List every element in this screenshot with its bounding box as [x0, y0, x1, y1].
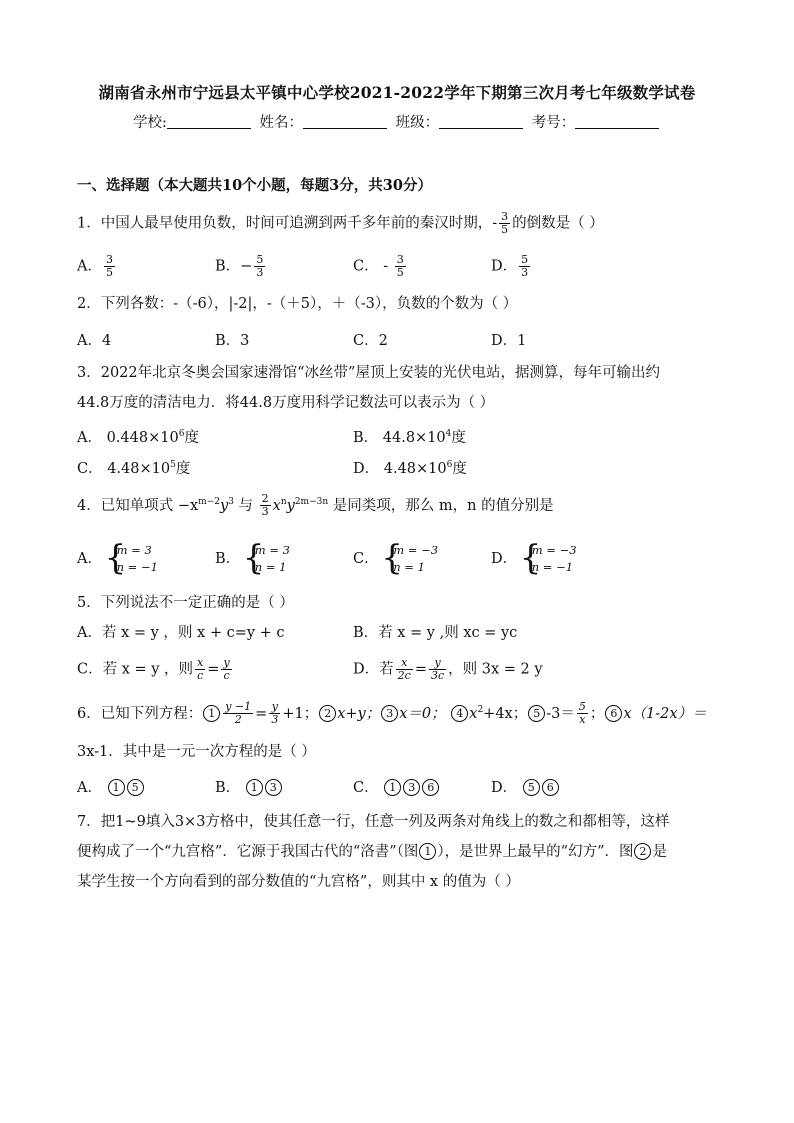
exam-no-label: 考号：	[531, 115, 576, 131]
q6-option-c[interactable]: C． 1 3 6	[353, 778, 440, 798]
q3-option-d[interactable]: D． $4.48\times 10^6$度	[353, 460, 467, 477]
name-label: 姓名：	[259, 115, 303, 131]
q2-option-b[interactable]: B．3	[215, 333, 250, 349]
q1-option-a[interactable]: A． $\frac{3}{5}$	[77, 253, 113, 279]
q6-option-a[interactable]: A． 1 5	[77, 778, 145, 798]
question-6: 6．已知下列方程： 1 $\frac{y -1}{2}$ = $\frac{y}{3}$ +1； 2 x+y； 3 x＝0； 4 $x^2+4x$； 5 -3＝ $\frac{5}{x}$ ； 6 x（1-2x）＝	[77, 700, 707, 727]
q2-option-a[interactable]: A．4	[77, 333, 112, 349]
exam-no-blank[interactable]	[575, 114, 659, 129]
q1-option-c[interactable]: C． - $\frac{3}{5}$	[353, 253, 404, 279]
question-7-line-2: 便构成了一个“九宫格”．它源于我国古代的“洛書”（图 1 ），是世界上最早的“幻方”．图 2 是	[77, 844, 667, 860]
student-info-row	[133, 111, 663, 132]
exam-title: 湖南省永州市宁远县太平镇中心学校2021-2022学年下期第三次月考七年级数学试卷	[98, 83, 696, 102]
q1-fraction: $\frac{3}{5}$	[501, 210, 509, 236]
question-7-line-1: 7．把1~9填入3×3方格中，使其任意一行，任意一列及两条对角线上的数之和都相等，这样	[77, 814, 670, 830]
q5-option-c[interactable]: C．若 x = y ，则 $\frac{x}{c}$ = $\frac{y}{c}$	[77, 656, 230, 682]
section-heading: 一、选择题（本大题共10个小题，每题3分，共30分）	[77, 177, 432, 194]
question-6-line-2: 3x-1．其中是一元一次方程的是（ ）	[77, 744, 316, 760]
q6-option-d[interactable]: D． 5 6	[491, 778, 560, 798]
q1-option-b[interactable]: B．− $\frac{5}{3}$	[215, 253, 264, 279]
q1-tail: 的倒数是（ ）	[512, 215, 604, 232]
name-blank[interactable]	[303, 114, 387, 129]
question-5: 5．下列说法不一定正确的是（ ）	[77, 595, 294, 611]
q2-option-c[interactable]: C．2	[353, 333, 388, 349]
class-label: 班级：	[395, 115, 440, 131]
question-3-line-2: 44.8万度的清洁电力．将44.8万度用科学记数法可以表示为（ ）	[77, 395, 495, 411]
question-1	[77, 211, 604, 236]
q4-option-a[interactable]: A． { m = 3 n = −1	[77, 542, 158, 576]
q5-option-b[interactable]: B．若 x = y ,则 xc = yc	[353, 625, 518, 641]
class-blank[interactable]	[439, 114, 523, 129]
q3-option-b[interactable]: B． $44.8\times 10^4$度	[353, 429, 466, 446]
q5-option-d[interactable]: D．若 $\frac{x}{2c}$ = $\frac{y}{3c}$ ，则 3x = 2 y	[353, 656, 543, 682]
question-4: 4．已知单项式 $-x^{m-2}y^3$ 与 $\frac{2}{3}$ $x^ny^{2m-3n}$ 是同类项，那么 m，n 的值分别是	[77, 492, 554, 519]
q1-text: 1．中国人最早使用负数，时间可追溯到两千多年前的秦汉时期，-	[77, 215, 498, 232]
q6-option-b[interactable]: B． 1 3	[215, 778, 283, 798]
q3-option-c[interactable]: C． $4.48\times 10^5$度	[77, 460, 191, 477]
q2-option-d[interactable]: D．1	[491, 333, 527, 349]
q1-option-d[interactable]: D． $\frac{5}{3}$	[491, 253, 529, 279]
school-blank[interactable]	[167, 114, 251, 129]
school-label: 学校:	[133, 115, 167, 131]
q4-option-d[interactable]: D． { m = −3 n = −1	[491, 542, 577, 576]
q3-option-a[interactable]: A． $0.448\times 10^6$度	[77, 429, 199, 446]
q4-option-b[interactable]: B． { m = 3 n = 1	[215, 542, 290, 576]
q5-option-a[interactable]: A．若 x = y ，则 x + c=y + c	[77, 625, 285, 641]
question-2: 2．下列各数：-（-6），|-2|，-（＋5），＋（-3），负数的个数为（ ）	[77, 296, 518, 312]
question-7-line-3: 某学生按一个方向看到的部分数值的“九宫格”，则其中 x 的值为（ ）	[77, 874, 520, 890]
q4-option-c[interactable]: C． { m = −3 n = 1	[353, 542, 438, 576]
question-3-line-1: 3．2022年北京冬奥会国家速滑馆“冰丝带”屋顶上安装的光伏电站，据测算，每年可输出约	[77, 365, 660, 381]
